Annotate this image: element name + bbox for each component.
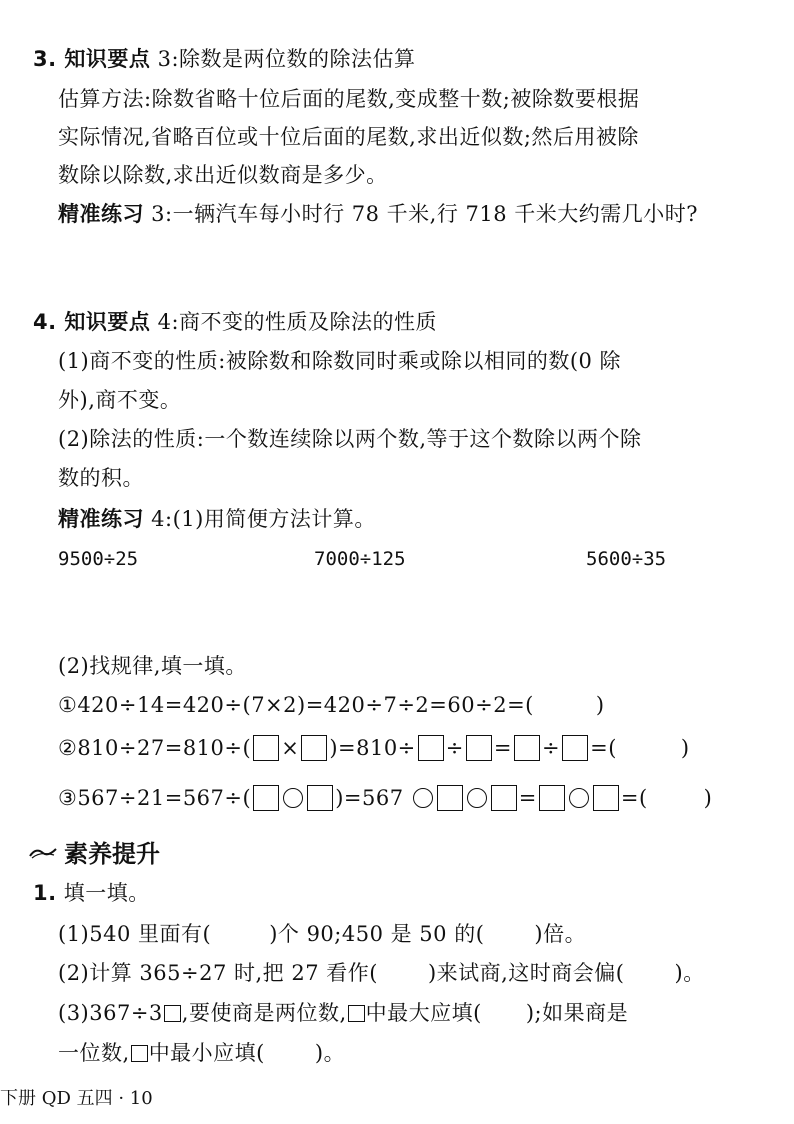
q1-part1-a: (1)540 里面有(: [58, 922, 212, 946]
calc-2: 7000÷125: [314, 548, 406, 570]
q1-part1-b: )个 90;450 是 50 的(: [269, 922, 485, 946]
section-icon: [28, 843, 58, 861]
page-footer: 下册 QD 五四 · 10: [0, 1088, 153, 1109]
blank-box[interactable]: [348, 1005, 365, 1022]
point3-title: [33, 44, 416, 74]
answer-box[interactable]: [307, 785, 333, 811]
answer-box[interactable]: [418, 735, 444, 761]
question-1-part-2: [58, 958, 705, 988]
operator-circle[interactable]: [467, 788, 487, 808]
q1-part3-a: (3)367÷3: [58, 1001, 163, 1025]
point3-title-label: 3. 知识要点: [33, 47, 151, 71]
q1-part3-c: 中最大应填(: [365, 1001, 482, 1025]
q1-part4-b: 中最小应填(: [148, 1041, 265, 1065]
point4-title: [33, 307, 437, 337]
point4-title-label: 4. 知识要点: [33, 310, 151, 334]
answer-box[interactable]: [562, 735, 588, 761]
question-1-part-4: [58, 1038, 345, 1068]
q1-part2-b: )来试商,这时商会偏(: [427, 961, 625, 985]
point3-title-text: 3:除数是两位数的除法估算: [150, 47, 416, 71]
q1-part2-a: (2)计算 365÷27 时,把 27 看作(: [58, 961, 378, 985]
point3-line-3: 数除以除数,求出近似数商是多少。: [58, 163, 388, 187]
blank-box[interactable]: [131, 1045, 148, 1062]
practice3-text: 3:一辆汽车每小时行 78 千米,行 718 千米大约需几小时?: [144, 202, 699, 226]
q1-part2-c: )。: [674, 961, 705, 985]
practice4-text: 4:(1)用简便方法计算。: [144, 507, 376, 531]
equation-3-start: ③567÷21=567÷(: [58, 786, 252, 810]
answer-box[interactable]: [539, 785, 565, 811]
question-1-title: [33, 878, 150, 908]
blank-box[interactable]: [164, 1005, 181, 1022]
equation-2-start: ②810÷27=810÷(: [58, 736, 252, 760]
q1-part4-a: 一位数,: [58, 1041, 130, 1065]
answer-box[interactable]: [437, 785, 463, 811]
q1-part3-d: );如果商是: [525, 1001, 629, 1025]
equation-2-mid: )=810÷: [329, 736, 416, 760]
section-header: [28, 834, 160, 869]
q1-part3-b: ,要使商是两位数,: [181, 1001, 347, 1025]
q1-part4-c: )。: [314, 1041, 346, 1065]
practice3-label: 精准练习: [58, 202, 144, 226]
point3-line-2: 实际情况,省略百位或十位后面的尾数,求出近似数;然后用被除: [58, 125, 639, 149]
equation-1: ①420÷14=420÷(7×2)=420÷7÷2=60÷2=( ): [58, 693, 605, 717]
operator-circle[interactable]: [283, 788, 303, 808]
answer-box[interactable]: [253, 785, 279, 811]
answer-box[interactable]: [253, 735, 279, 761]
point4-line-3: (2)除法的性质:一个数连续除以两个数,等于这个数除以两个除: [58, 427, 642, 451]
practice4: [58, 504, 376, 534]
question-1-part-3: [58, 998, 628, 1028]
answer-box[interactable]: [466, 735, 492, 761]
question-1-part-1: [58, 919, 586, 949]
question-1-number: 1.: [33, 881, 57, 905]
equation-1-text: ①420÷14=420÷(7×2)=420÷7÷2=60÷2=(: [58, 693, 534, 717]
practice4-label: 精准练习: [58, 507, 144, 531]
pattern-title: (2)找规律,填一填。: [58, 654, 247, 678]
answer-box[interactable]: [593, 785, 619, 811]
equation-3-mid: )=567: [335, 786, 404, 810]
point4-line-1: (1)商不变的性质:被除数和除数同时乘或除以相同的数(0 除: [58, 349, 622, 373]
operator-circle[interactable]: [413, 788, 433, 808]
section-title: 素养提升: [64, 840, 160, 868]
q1-part1-c: )倍。: [534, 922, 587, 946]
practice3: [58, 199, 698, 229]
point4-line-2: 外),商不变。: [58, 388, 182, 412]
equation-3: ③567÷21=567÷( )=567 = =( ): [58, 786, 713, 810]
operator-circle[interactable]: [569, 788, 589, 808]
answer-box[interactable]: [491, 785, 517, 811]
equation-2: ②810÷27=810÷( × )=810÷ ÷ = ÷ =( ): [58, 736, 690, 760]
answer-box[interactable]: [301, 735, 327, 761]
point4-line-4: 数的积。: [58, 466, 144, 490]
point3-line-1: 估算方法:除数省略十位后面的尾数,变成整十数;被除数要根据: [58, 87, 640, 111]
calc-3: 5600÷35: [586, 548, 667, 570]
answer-box[interactable]: [514, 735, 540, 761]
calc-1: 9500÷25: [58, 548, 139, 570]
question-1-text: 填一填。: [56, 881, 150, 905]
point4-title-text: 4:商不变的性质及除法的性质: [150, 310, 438, 334]
